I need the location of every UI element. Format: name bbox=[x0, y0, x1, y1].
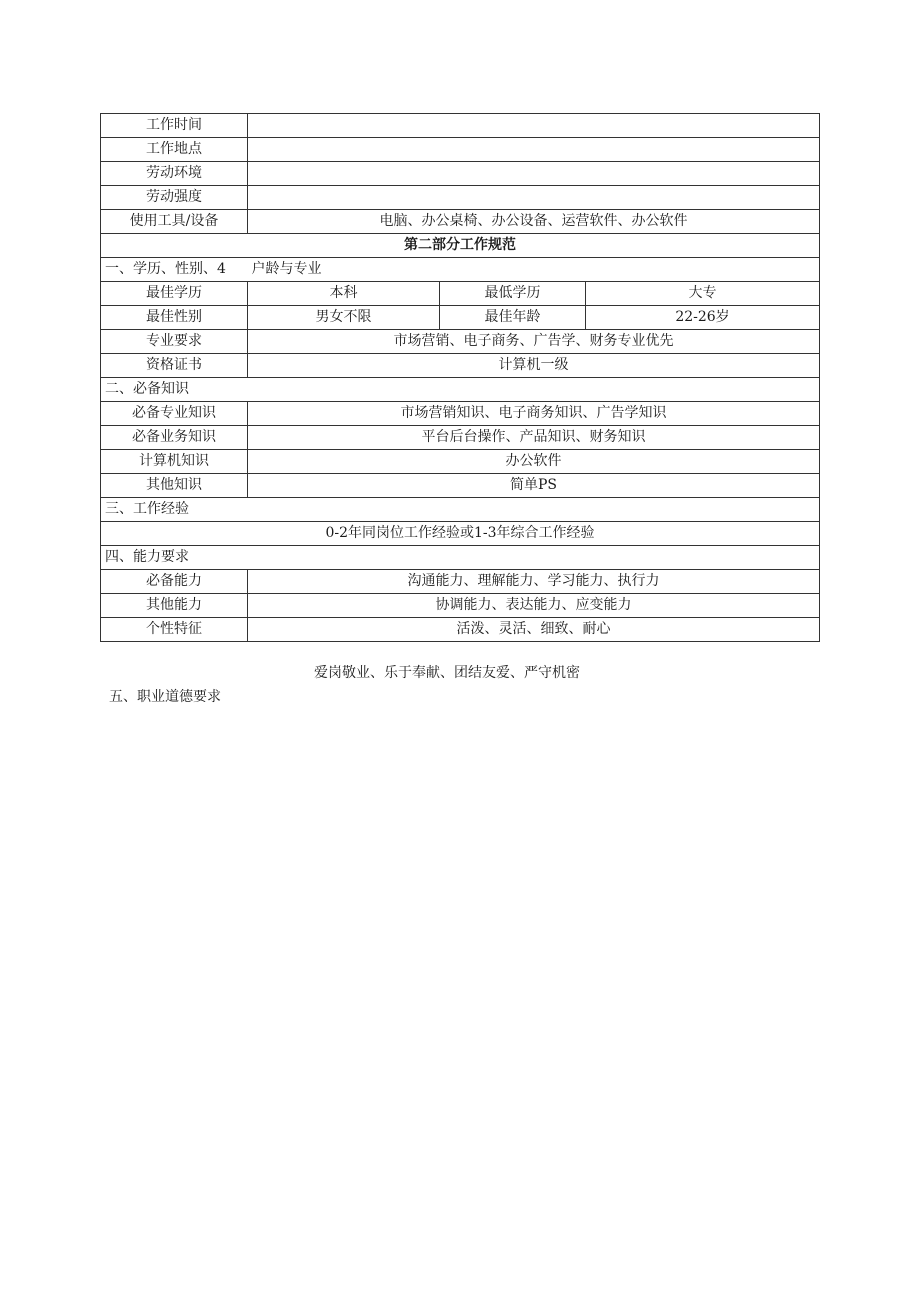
ability-label: 其他能力 bbox=[101, 594, 248, 618]
section1-heading-left: 一、学历、性别、4 bbox=[101, 258, 248, 282]
table-row bbox=[101, 234, 820, 258]
tools-label: 使用工具/设备 bbox=[101, 210, 248, 234]
knowledge-value: 市场营销知识、电子商务知识、广告学知识 bbox=[248, 402, 820, 426]
section4-heading: 四、能力要求 bbox=[101, 546, 820, 570]
table-row bbox=[101, 546, 820, 570]
section1-heading-right: 户龄与专业 bbox=[248, 258, 820, 282]
table-row bbox=[101, 450, 820, 474]
table-row bbox=[101, 498, 820, 522]
best-age-label: 最佳年龄 bbox=[440, 306, 586, 330]
work-time-value bbox=[248, 114, 820, 138]
table-row bbox=[101, 306, 820, 330]
table-row bbox=[101, 210, 820, 234]
table-row bbox=[101, 378, 820, 402]
section3-heading: 三、工作经验 bbox=[101, 498, 820, 522]
knowledge-label: 计算机知识 bbox=[101, 450, 248, 474]
work-place-value bbox=[248, 138, 820, 162]
knowledge-label: 其他知识 bbox=[101, 474, 248, 498]
ability-value: 协调能力、表达能力、应变能力 bbox=[248, 594, 820, 618]
tools-value: 电脑、办公桌椅、办公设备、运营软件、办公软件 bbox=[248, 210, 820, 234]
table-row bbox=[101, 618, 820, 642]
min-edu-value: 大专 bbox=[586, 282, 820, 306]
part2-title: 第二部分工作规范 bbox=[101, 234, 820, 258]
ability-label: 必备能力 bbox=[101, 570, 248, 594]
ability-value: 活泼、灵活、细致、耐心 bbox=[248, 618, 820, 642]
min-edu-label: 最低学历 bbox=[440, 282, 586, 306]
table-row bbox=[101, 186, 820, 210]
table-row bbox=[101, 522, 820, 546]
work-time-label: 工作时间 bbox=[101, 114, 248, 138]
table-row bbox=[101, 114, 820, 138]
environment-value bbox=[248, 162, 820, 186]
cert-value: 计算机一级 bbox=[248, 354, 820, 378]
ability-label: 个性特征 bbox=[101, 618, 248, 642]
table-row bbox=[101, 282, 820, 306]
best-edu-value: 本科 bbox=[248, 282, 440, 306]
best-edu-label: 最佳学历 bbox=[101, 282, 248, 306]
experience-value: 0-2年同岗位工作经验或1-3年综合工作经验 bbox=[101, 522, 820, 546]
table-row bbox=[101, 570, 820, 594]
knowledge-label: 必备专业知识 bbox=[101, 402, 248, 426]
best-gender-label: 最佳性别 bbox=[101, 306, 248, 330]
knowledge-label: 必备业务知识 bbox=[101, 426, 248, 450]
section5-heading: 五、职业道德要求 bbox=[109, 689, 221, 705]
cert-label: 资格证书 bbox=[101, 354, 248, 378]
intensity-value bbox=[248, 186, 820, 210]
table-row bbox=[101, 594, 820, 618]
work-place-label: 工作地点 bbox=[101, 138, 248, 162]
table-row bbox=[101, 258, 820, 282]
best-gender-value: 男女不限 bbox=[248, 306, 440, 330]
intensity-label: 劳动强度 bbox=[101, 186, 248, 210]
knowledge-value: 办公软件 bbox=[248, 450, 820, 474]
table-row bbox=[101, 426, 820, 450]
job-spec-table bbox=[100, 113, 820, 642]
table-row bbox=[101, 402, 820, 426]
knowledge-value: 平台后台操作、产品知识、财务知识 bbox=[248, 426, 820, 450]
table-row bbox=[101, 138, 820, 162]
table-row bbox=[101, 354, 820, 378]
table-row bbox=[101, 474, 820, 498]
ability-value: 沟通能力、理解能力、学习能力、执行力 bbox=[248, 570, 820, 594]
major-label: 专业要求 bbox=[101, 330, 248, 354]
table-row bbox=[101, 330, 820, 354]
major-value: 市场营销、电子商务、广告学、财务专业优先 bbox=[248, 330, 820, 354]
ethics-value: 爱岗敬业、乐于奉献、团结友爱、严守机密 bbox=[314, 665, 580, 681]
best-age-value: 22-26岁 bbox=[586, 306, 820, 330]
table-row bbox=[101, 162, 820, 186]
environment-label: 劳动环境 bbox=[101, 162, 248, 186]
section2-heading: 二、必备知识 bbox=[101, 378, 820, 402]
knowledge-value: 简单PS bbox=[248, 474, 820, 498]
